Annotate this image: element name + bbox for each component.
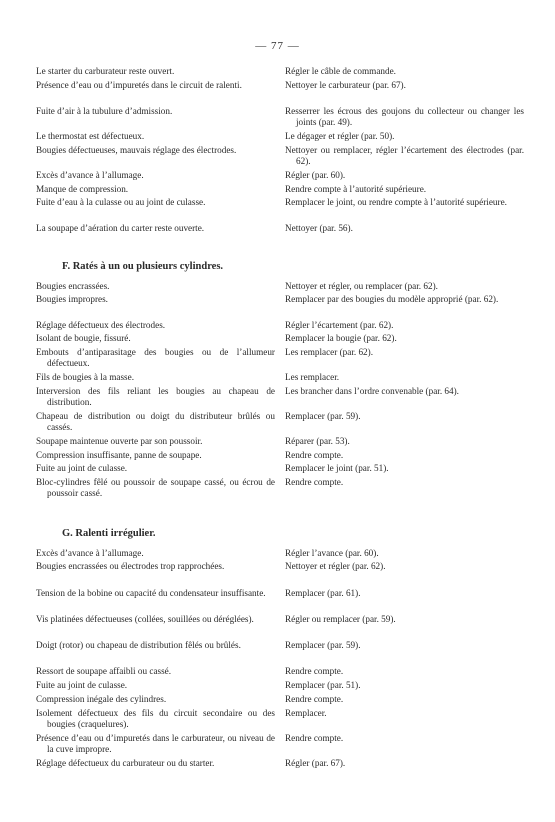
cause-text: Vis platinées défectueuses (collées, souillées ou déréglées).: [36, 614, 254, 624]
remedy-text: Régler le câble de commande.: [285, 66, 396, 76]
remedy-text: Régler l’écartement (par. 62).: [285, 320, 394, 330]
remedy-text: Nettoyer le carburateur (par. 67).: [285, 80, 406, 90]
remedy-text: Le dégager et régler (par. 50).: [285, 131, 395, 141]
remedy-text: Rendre compte.: [285, 450, 344, 460]
cause-text: Tension de la bobine ou capacité du condensateur insuffisante.: [36, 588, 266, 598]
cause-text: Le starter du carburateur reste ouvert.: [36, 66, 175, 76]
cause-text: Isolement défectueux des fils du circuit secondaire ou des bougies (craquelures).: [36, 708, 275, 729]
cause-text: Réglage défectueux des électrodes.: [36, 320, 166, 330]
section-f-title: F. Ratés à un ou plusieurs cylindres.: [62, 261, 224, 272]
cause-text: Fuite d’eau à la culasse ou au joint de culasse.: [36, 197, 206, 207]
remedy-text: Régler ou remplacer (par. 59).: [285, 614, 396, 624]
cause-text: Fuite au joint de culasse.: [36, 463, 128, 473]
cause-text: Fils de bougies à la masse.: [36, 372, 134, 382]
cause-text: Fuite au joint de culasse.: [36, 680, 128, 690]
remedy-text: Les remplacer (par. 62).: [285, 347, 374, 357]
cause-text: Compression inégale des cylindres.: [36, 694, 167, 704]
remedy-text: Rendre compte à l’autorité supérieure.: [285, 184, 427, 194]
remedy-text: Resserrer les écrous des goujons du collecteur ou changer les joints (par. 49).: [285, 106, 524, 127]
remedy-text: Régler (par. 67).: [285, 758, 346, 768]
remedy-text: Rendre compte.: [285, 477, 344, 487]
cause-text: Bougies encrassées ou électrodes trop rapprochées.: [36, 561, 225, 571]
remedy-text: Remplacer (par. 61).: [285, 588, 361, 598]
section-g-title: G. Ralenti irrégulier.: [62, 528, 156, 539]
remedy-text: Remplacer (par. 59).: [285, 640, 361, 650]
cause-text: Isolant de bougie, fissuré.: [36, 333, 131, 343]
remedy-text: Rendre compte.: [285, 733, 344, 743]
cause-text: Chapeau de distribution ou doigt du distributeur brûlés ou cassés.: [36, 411, 275, 432]
cause-text: Bougies encrassées.: [36, 281, 110, 291]
remedy-text: Remplacer la bougie (par. 62).: [285, 333, 397, 343]
cause-text: La soupape d’aération du carter reste ouverte.: [36, 223, 205, 233]
cause-text: Bougies impropres.: [36, 294, 108, 304]
cause-text: Le thermostat est défectueux.: [36, 131, 145, 141]
remedy-text: Remplacer (par. 51).: [285, 680, 361, 690]
remedy-text: Nettoyer (par. 56).: [285, 223, 353, 233]
remedy-text: Remplacer le joint (par. 51).: [285, 463, 389, 473]
cause-text: Fuite d’air à la tubulure d’admission.: [36, 106, 173, 116]
cause-text: Bloc-cylindres fêlé ou poussoir de soupape cassé, ou écrou de poussoir cassé.: [36, 477, 275, 498]
remedy-text: Les brancher dans l’ordre convenable (par. 64).: [285, 386, 459, 396]
remedy-text: Rendre compte.: [285, 666, 344, 676]
cause-text: Doigt (rotor) ou chapeau de distribution fêlés ou brûlés.: [36, 640, 241, 650]
remedy-text: Remplacer (par. 59).: [285, 411, 361, 421]
cause-text: Manque de compression.: [36, 184, 129, 194]
cause-text: Présence d’eau ou d’impuretés dans le circuit de ralenti.: [36, 80, 242, 90]
cause-text: Interversion des fils reliant les bougies au chapeau de distribution.: [36, 386, 275, 407]
remedy-text: Les remplacer.: [285, 372, 340, 382]
remedy-text: Remplacer par des bougies du modèle approprié (par. 62).: [285, 294, 499, 304]
remedy-text: Remplacer le joint, ou rendre compte à l’autorité supérieure.: [285, 197, 507, 207]
remedy-text: Nettoyer et régler, ou remplacer (par. 62).: [285, 281, 438, 291]
remedy-text: Nettoyer et régler (par. 62).: [285, 561, 386, 571]
cause-text: Excès d’avance à l’allumage.: [36, 548, 144, 558]
remedy-text: Réparer (par. 53).: [285, 436, 350, 446]
remedy-text: Régler l’avance (par. 60).: [285, 548, 379, 558]
remedy-text: Rendre compte.: [285, 694, 344, 704]
cause-text: Embouts d’antiparasitage des bougies ou de l’allumeur défectueux.: [36, 347, 275, 368]
remedy-text: Régler (par. 60).: [285, 170, 346, 180]
page-number: — 77 —: [255, 40, 300, 52]
remedy-text: Nettoyer ou remplacer, régler l’écartement des électrodes (par. 62).: [285, 145, 524, 166]
cause-text: Bougies défectueuses, mauvais réglage des électrodes.: [36, 145, 237, 155]
cause-text: Ressort de soupape affaibli ou cassé.: [36, 666, 172, 676]
cause-text: Excès d’avance à l’allumage.: [36, 170, 144, 180]
remedy-text: Remplacer.: [285, 708, 327, 718]
cause-text: Compression insuffisante, panne de soupape.: [36, 450, 202, 460]
cause-text: Présence d’eau ou d’impuretés dans le carburateur, ou niveau de la cuve impropre.: [36, 733, 275, 754]
cause-text: Réglage défectueux du carburateur ou du starter.: [36, 758, 215, 768]
cause-text: Soupape maintenue ouverte par son poussoir.: [36, 436, 203, 446]
